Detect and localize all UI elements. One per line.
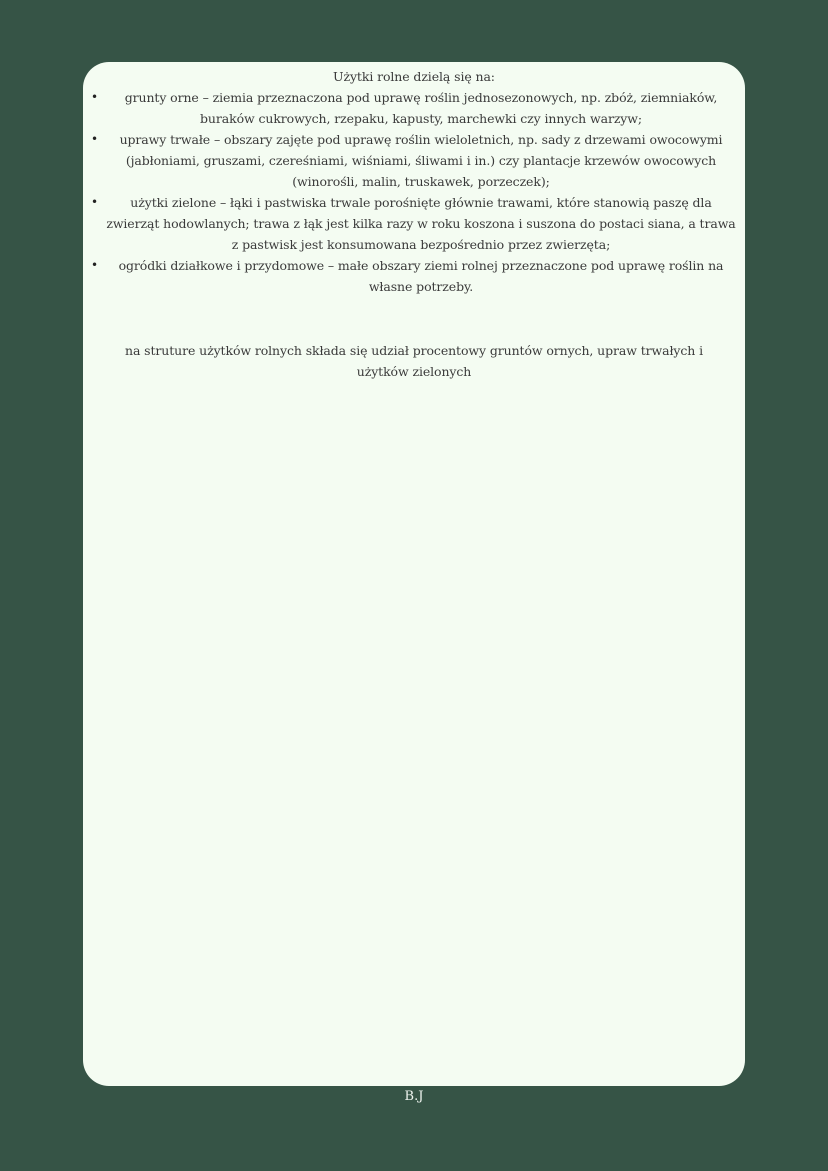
list-item-text: uprawy trwałe – obszary zajęte pod uprawę roślin wieloletnich, np. sady z drzewami owocowymi (jabłoniami, gruszami, czereśniami, wiśniami, śliwami i in.) czy plantacje krzewów owocowych (winorośli, malin, truskawek, porzeczek);: [119, 132, 723, 189]
list-item: [83, 87, 745, 129]
bullet-icon: •: [91, 90, 98, 104]
list-item: [83, 192, 745, 255]
page-card: [83, 62, 745, 1086]
list-item: [83, 255, 745, 297]
list-item-text: grunty orne – ziemia przeznaczona pod uprawę roślin jednosezonowych, np. zbóż, ziemniaków, buraków cukrowych, rzepaku, kapusty, marchewki czy innych warzyw;: [124, 90, 718, 126]
document-content: [83, 66, 745, 382]
bullet-icon: •: [91, 195, 98, 209]
land-use-list: [83, 87, 745, 297]
list-item-text: użytki zielone – łąki i pastwiska trwale porośnięte głównie trawami, które stanowią paszę dla zwierząt hodowlanych; trawa z łąk jest kilka razy w roku koszona i suszona do postaci siana, a trawa z pastwisk jest konsumowana bezpośrednio przez zwierzęta;: [106, 195, 736, 252]
list-item: [83, 129, 745, 192]
bullet-icon: •: [91, 132, 98, 146]
summary-paragraph: na struture użytków rolnych składa się udział procentowy gruntów ornych, upraw trwałych i użytków zielonych: [125, 343, 703, 379]
bullet-icon: •: [91, 258, 98, 272]
footer-initials: B.J: [404, 1089, 424, 1104]
document-heading: Użytki rolne dzielą się na:: [333, 69, 495, 84]
list-item-text: ogródki działkowe i przydomowe – małe obszary ziemi rolnej przeznaczone pod uprawę roślin na własne potrzeby.: [118, 258, 724, 294]
